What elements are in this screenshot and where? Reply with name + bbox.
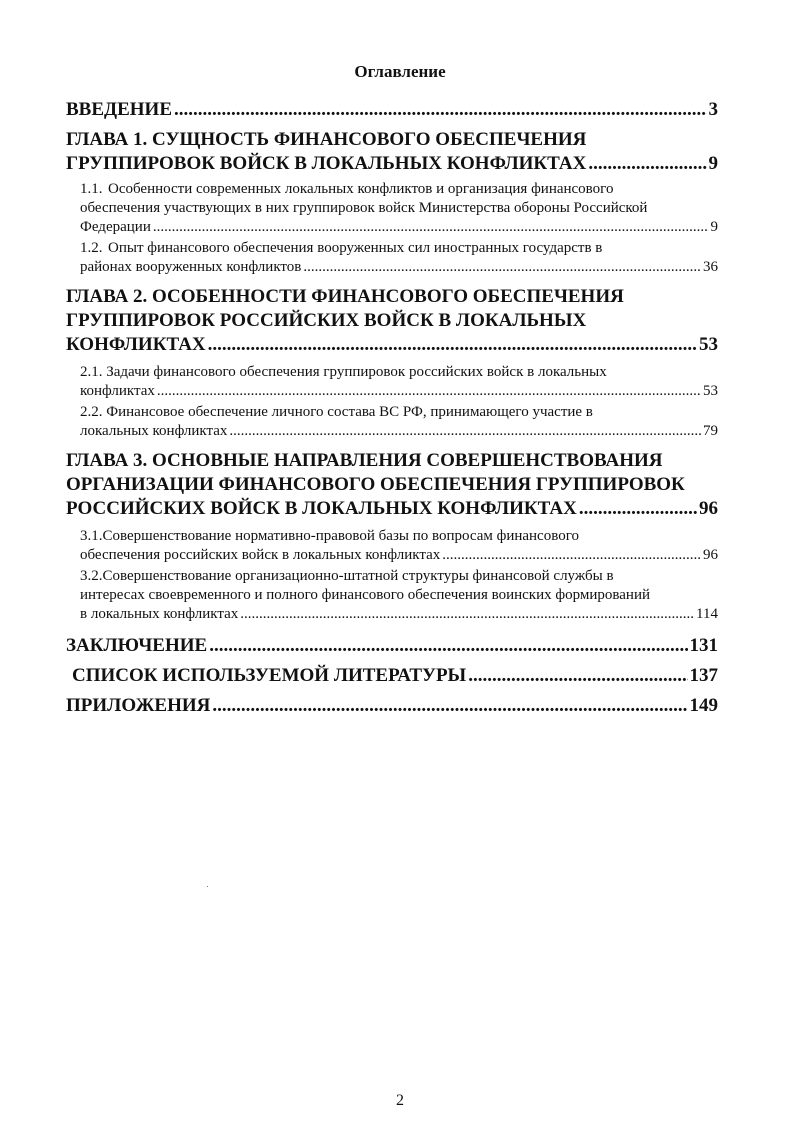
entry-title-line: локальных конфликтах (80, 423, 228, 439)
toc-entry-chapter-1[interactable] (66, 128, 718, 176)
entry-title-line: интересах своевременного и полного финансового обеспечения воинских формирований (80, 587, 651, 603)
entry-page: 9 (710, 219, 718, 235)
toc-entry-section-1-2[interactable] (66, 239, 718, 277)
entry-page: 96 (703, 547, 718, 563)
toc-entry-introduction[interactable] (66, 98, 718, 122)
entry-title-line: районах вооруженных конфликтов (80, 259, 302, 275)
entry-page: 96 (699, 498, 718, 519)
entry-title: ПРИЛОЖЕНИЯ (66, 695, 211, 716)
entry-title-line: Опыт финансового обеспечения вооруженных сил иностранных государств в (108, 240, 603, 256)
entry-page: 114 (696, 606, 718, 622)
entry-title-line: Федерации (80, 219, 151, 235)
entry-title-line: ГЛАВА 3. ОСНОВНЫЕ НАПРАВЛЕНИЯ СОВЕРШЕНСТВОВАНИЯ (66, 450, 663, 471)
entry-page: 9 (708, 153, 718, 174)
entry-title-line: ГЛАВА 1. СУЩНОСТЬ ФИНАНСОВОГО ОБЕСПЕЧЕНИЯ (66, 129, 587, 150)
toc-entry-appendices[interactable] (66, 694, 718, 718)
toc-entry-section-3-2[interactable] (66, 567, 718, 624)
dot-leader (153, 218, 709, 237)
table-of-contents (66, 98, 718, 722)
entry-title-line: 3.1.Совершенствование нормативно-правовой базы по вопросам финансового (80, 528, 579, 544)
toc-entry-references[interactable] (66, 664, 718, 688)
dot-leader (579, 497, 697, 521)
entry-title-line: РОССИЙСКИХ ВОЙСК В ЛОКАЛЬНЫХ КОНФЛИКТАХ (66, 498, 577, 519)
dot-leader (212, 694, 687, 718)
entry-title-line: КОНФЛИКТАХ (66, 334, 206, 355)
toc-entry-section-2-2[interactable] (66, 403, 718, 441)
entry-title-line: ОРГАНИЗАЦИИ ФИНАНСОВОГО ОБЕСПЕЧЕНИЯ ГРУППИРОВОК (66, 474, 685, 495)
toc-entry-section-1-1[interactable] (66, 180, 718, 237)
dot-leader (442, 546, 701, 565)
dot-leader (157, 382, 701, 401)
toc-entry-conclusion[interactable] (66, 634, 718, 658)
entry-page: 131 (689, 635, 718, 656)
dot-leader (229, 422, 701, 441)
entry-title-line: 2.1. Задачи финансового обеспечения группировок российских войск в локальных (80, 364, 607, 380)
entry-title-line: ГЛАВА 2. ОСОБЕННОСТИ ФИНАНСОВОГО ОБЕСПЕЧЕНИЯ (66, 286, 624, 307)
entry-page: 149 (689, 695, 718, 716)
entry-title-line: ГРУППИРОВОК ВОЙСК В ЛОКАЛЬНЫХ КОНФЛИКТАХ (66, 153, 587, 174)
entry-page: 53 (703, 383, 718, 399)
entry-title-line: ГРУППИРОВОК РОССИЙСКИХ ВОЙСК В ЛОКАЛЬНЫХ (66, 310, 587, 331)
entry-page: 53 (699, 334, 718, 355)
entry-page: 3 (708, 99, 718, 120)
entry-title-line: в локальных конфликтах (80, 606, 239, 622)
dot-leader (588, 152, 706, 176)
entry-title: ВВЕДЕНИЕ (66, 99, 172, 120)
entry-title-line: обеспечения российских войск в локальных конфликтах (80, 547, 441, 563)
entry-title: СПИСОК ИСПОЛЬЗУЕМОЙ ЛИТЕРАТУРЫ (72, 665, 467, 686)
dot-leader (209, 634, 687, 658)
dot-leader (174, 98, 707, 122)
dot-leader (240, 605, 694, 624)
entry-title-line: 3.2.Совершенствование организационно-штатной структуры финансовой службы в (80, 568, 614, 584)
entry-title-line: Особенности современных локальных конфликтов и организация финансового (108, 181, 614, 197)
entry-page: 36 (703, 259, 718, 275)
section-number: 1.2. (80, 240, 103, 256)
scan-speck (207, 886, 208, 887)
entry-title: ЗАКЛЮЧЕНИЕ (66, 635, 208, 656)
toc-entry-section-3-1[interactable] (66, 527, 718, 565)
entry-title-line: 2.2. Финансовое обеспечение личного состава ВС РФ, принимающего участие в (80, 404, 593, 420)
dot-leader (208, 333, 697, 357)
toc-entry-chapter-3[interactable] (66, 449, 718, 521)
entry-page: 79 (703, 423, 718, 439)
dot-leader (468, 664, 687, 688)
entry-page: 137 (689, 665, 718, 686)
dot-leader (303, 258, 701, 277)
toc-title: Оглавление (354, 62, 446, 81)
toc-entry-chapter-2[interactable] (66, 285, 718, 357)
section-number: 1.1. (80, 181, 103, 197)
page-number: 2 (396, 1092, 404, 1109)
toc-entry-section-2-1[interactable] (66, 363, 718, 401)
entry-title-line: обеспечения участвующих в них группировок войск Министерства обороны Российской (80, 200, 648, 216)
entry-title-line: конфликтах (80, 383, 155, 399)
